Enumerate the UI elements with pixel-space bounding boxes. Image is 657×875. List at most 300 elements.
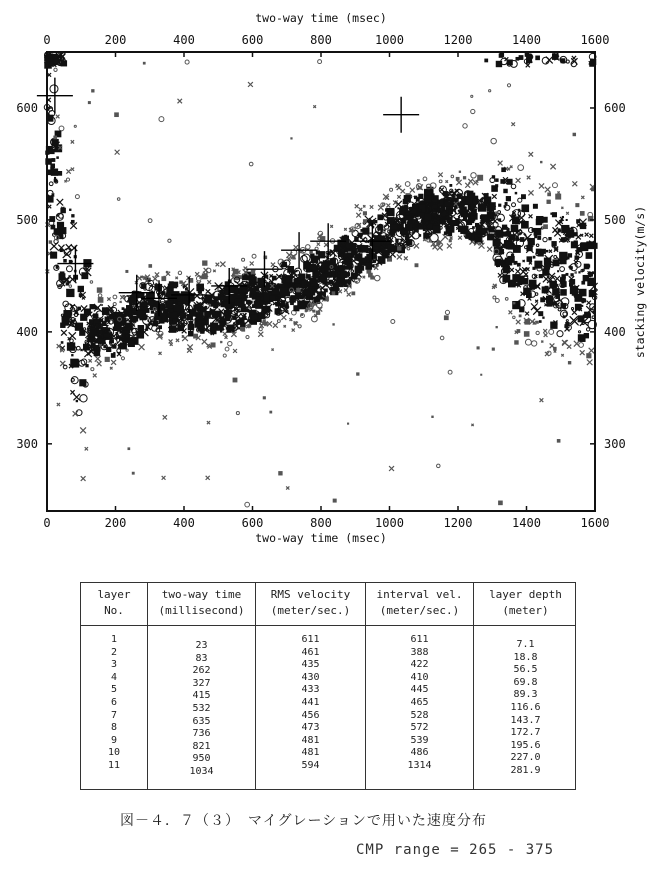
semblance-point	[168, 239, 171, 242]
semblance-point	[515, 269, 520, 274]
semblance-point	[228, 341, 232, 345]
semblance-point	[471, 173, 476, 178]
semblance-point	[127, 447, 130, 450]
semblance-point	[541, 227, 543, 229]
semblance-point	[330, 225, 333, 228]
table-cell: 116.6	[510, 701, 541, 713]
rms-column	[255, 583, 365, 789]
header-line: interval vel.	[376, 588, 463, 601]
header-line: layer	[97, 588, 131, 601]
semblance-point	[571, 308, 573, 310]
semblance-point	[333, 499, 337, 503]
semblance-point	[509, 310, 513, 314]
velocity-pick-marker	[383, 97, 419, 133]
semblance-point	[232, 274, 235, 277]
semblance-point	[299, 303, 305, 309]
y-tick-label-right: 300	[604, 436, 626, 451]
semblance-point	[324, 288, 328, 292]
semblance-point	[523, 288, 530, 295]
x-tick-label-top: 800	[310, 33, 332, 47]
semblance-point	[89, 359, 92, 362]
table-cell: 2	[110, 646, 118, 658]
semblance-point	[143, 62, 146, 65]
semblance-point	[545, 187, 551, 193]
semblance-point	[282, 283, 284, 285]
semblance-point	[185, 60, 189, 64]
semblance-point	[277, 301, 279, 303]
semblance-point	[563, 312, 567, 316]
table-cell: 532	[192, 702, 211, 714]
semblance-point	[72, 317, 75, 320]
semblance-point	[492, 348, 495, 351]
semblance-point	[114, 324, 121, 331]
x-tick-label-top: 400	[173, 33, 195, 47]
semblance-point	[575, 203, 579, 207]
semblance-point	[359, 266, 364, 271]
semblance-point	[189, 309, 196, 316]
semblance-point	[470, 208, 472, 210]
header-line: (millisecond)	[158, 604, 245, 617]
semblance-point	[487, 204, 494, 211]
semblance-point	[482, 228, 488, 234]
semblance-point	[501, 167, 506, 172]
x-tick-label-top: 0	[43, 33, 51, 47]
semblance-point	[50, 252, 57, 259]
semblance-point	[138, 310, 146, 318]
semblance-point	[344, 288, 347, 291]
semblance-point	[536, 331, 539, 334]
semblance-point	[503, 189, 507, 193]
semblance-point	[544, 333, 548, 337]
semblance-point	[518, 211, 525, 218]
semblance-point	[539, 320, 542, 323]
semblance-point	[505, 298, 508, 301]
semblance-point	[125, 270, 128, 273]
table-cell: 465	[410, 696, 429, 708]
velocity-pick-marker	[37, 78, 73, 114]
table-cell: 1314	[407, 759, 432, 771]
semblance-point	[220, 262, 225, 267]
semblance-point	[570, 273, 573, 276]
semblance-point	[77, 307, 81, 311]
semblance-point	[471, 424, 473, 426]
semblance-point	[156, 302, 158, 304]
semblance-point	[534, 235, 537, 238]
semblance-point	[480, 374, 482, 376]
semblance-point	[177, 99, 182, 104]
semblance-point	[273, 323, 278, 328]
semblance-point	[250, 262, 254, 266]
semblance-point	[498, 161, 503, 166]
semblance-point	[139, 344, 145, 350]
semblance-point	[586, 353, 591, 358]
semblance-point	[547, 193, 551, 197]
semblance-point	[287, 266, 294, 273]
table-cell: 445	[410, 684, 429, 696]
semblance-point	[241, 304, 246, 309]
semblance-point	[114, 112, 119, 117]
semblance-point	[60, 323, 65, 328]
table-cell: 23	[195, 640, 208, 651]
semblance-point	[414, 228, 418, 232]
table-cell: 7	[110, 709, 118, 721]
semblance-point	[472, 226, 475, 229]
semblance-point	[57, 214, 59, 216]
semblance-point	[436, 242, 440, 246]
semblance-point	[75, 195, 79, 199]
semblance-point	[71, 354, 73, 356]
semblance-point	[223, 332, 227, 336]
time-column	[147, 583, 255, 789]
semblance-point	[549, 329, 554, 334]
semblance-point	[223, 354, 226, 357]
semblance-point	[508, 238, 510, 240]
semblance-point	[498, 204, 501, 207]
semblance-point	[84, 349, 86, 351]
table-cell: 415	[192, 690, 211, 702]
semblance-point	[395, 239, 398, 242]
semblance-point	[469, 218, 473, 222]
semblance-point	[386, 204, 390, 208]
table-cell: 10	[107, 747, 121, 759]
semblance-point	[536, 218, 542, 224]
semblance-point	[169, 281, 174, 286]
semblance-point	[278, 471, 282, 475]
semblance-point	[290, 318, 293, 321]
semblance-point	[79, 293, 83, 297]
semblance-point	[362, 258, 366, 262]
semblance-point	[514, 262, 517, 265]
semblance-point	[63, 259, 67, 263]
semblance-point	[284, 325, 286, 327]
semblance-point	[254, 319, 256, 321]
semblance-point	[465, 220, 467, 222]
semblance-point	[249, 283, 253, 287]
semblance-point	[277, 320, 280, 323]
semblance-point	[503, 266, 510, 273]
semblance-point	[495, 211, 498, 214]
semblance-point	[69, 285, 71, 287]
semblance-point	[73, 411, 78, 416]
semblance-point	[204, 317, 208, 321]
semblance-point	[561, 207, 563, 209]
semblance-point	[240, 322, 245, 327]
x-tick-label-bottom: 800	[310, 516, 332, 530]
semblance-point	[424, 196, 431, 203]
semblance-point	[516, 320, 521, 325]
semblance-point	[211, 342, 216, 347]
semblance-point	[193, 334, 198, 339]
table-cell: 821	[192, 740, 211, 752]
semblance-point	[347, 292, 351, 296]
semblance-point	[519, 307, 524, 312]
semblance-point	[582, 298, 586, 302]
semblance-point	[344, 228, 347, 231]
semblance-point	[173, 318, 178, 323]
semblance-point	[362, 227, 369, 234]
semblance-point	[286, 486, 289, 489]
semblance-point	[91, 89, 94, 92]
semblance-point	[562, 216, 564, 218]
figure-caption: 図－４．７（３） マイグレーションで用いた速度分布	[120, 813, 487, 829]
semblance-point	[552, 227, 557, 232]
semblance-point	[528, 190, 533, 195]
semblance-point	[169, 339, 173, 343]
semblance-point	[502, 275, 510, 283]
semblance-point	[510, 166, 512, 168]
semblance-point	[293, 322, 295, 324]
semblance-point	[91, 325, 94, 328]
semblance-point	[463, 124, 467, 128]
semblance-point	[438, 172, 442, 176]
table-cell: 172.7	[510, 727, 541, 739]
header-divider	[81, 625, 575, 626]
table-cell: 528	[410, 709, 429, 721]
semblance-point	[573, 133, 576, 136]
semblance-point	[71, 140, 74, 143]
header-line: (meter/sec.)	[379, 604, 460, 617]
semblance-point	[545, 272, 547, 274]
semblance-point	[518, 165, 524, 171]
semblance-point	[423, 228, 426, 231]
semblance-point	[404, 256, 408, 260]
semblance-point	[460, 193, 462, 195]
semblance-point	[251, 270, 255, 274]
table-cell: 69.8	[513, 676, 538, 688]
semblance-point	[120, 301, 122, 303]
semblance-point	[449, 184, 452, 187]
semblance-point	[233, 378, 238, 383]
semblance-point	[580, 243, 588, 251]
table-cell: 83	[195, 652, 208, 664]
header-line: layer depth	[489, 588, 562, 601]
semblance-point	[539, 274, 543, 278]
semblance-point	[200, 329, 204, 333]
semblance-point	[513, 302, 515, 304]
semblance-point	[465, 183, 470, 188]
semblance-point	[563, 316, 565, 318]
semblance-point	[496, 326, 498, 328]
semblance-point	[80, 314, 87, 321]
semblance-point	[80, 395, 87, 402]
semblance-point	[538, 311, 543, 316]
semblance-point	[566, 273, 569, 276]
semblance-point	[570, 286, 578, 294]
semblance-point	[546, 200, 550, 204]
semblance-point	[355, 281, 357, 283]
semblance-point	[566, 320, 568, 322]
semblance-point	[323, 298, 325, 300]
semblance-point	[418, 194, 423, 199]
semblance-point	[437, 245, 443, 251]
semblance-point	[566, 212, 569, 215]
semblance-point	[580, 350, 585, 355]
table-cell: 281.9	[510, 764, 541, 776]
table-cell: 950	[192, 753, 211, 765]
semblance-point	[459, 171, 461, 173]
semblance-point	[478, 203, 486, 211]
table-cell: 430	[301, 671, 320, 683]
layer-column	[81, 583, 147, 789]
semblance-point	[309, 251, 312, 254]
table-cell: 18.8	[513, 651, 538, 663]
semblance-point	[463, 176, 466, 179]
semblance-point	[318, 60, 322, 64]
semblance-point	[317, 242, 320, 245]
semblance-point	[513, 245, 521, 253]
table-header	[474, 587, 577, 619]
semblance-point	[397, 246, 401, 250]
semblance-point	[506, 196, 511, 201]
semblance-point	[207, 421, 210, 424]
semblance-point	[405, 182, 410, 187]
semblance-point	[106, 347, 111, 352]
semblance-point	[498, 273, 502, 277]
semblance-point	[498, 501, 503, 506]
semblance-point	[502, 225, 507, 230]
semblance-point	[128, 340, 135, 347]
semblance-point	[219, 317, 224, 322]
x-tick-label-top: 600	[241, 33, 264, 47]
semblance-point	[458, 236, 462, 240]
semblance-point	[525, 339, 531, 345]
semblance-point	[258, 332, 263, 337]
semblance-point	[246, 300, 251, 305]
semblance-point	[517, 263, 521, 267]
semblance-point	[426, 221, 429, 224]
semblance-point	[499, 249, 504, 254]
y-tick-label-left: 300	[16, 436, 38, 451]
semblance-point	[290, 137, 292, 139]
semblance-point	[370, 232, 372, 234]
semblance-point	[210, 328, 216, 334]
semblance-point	[112, 344, 116, 348]
semblance-point	[124, 339, 128, 343]
semblance-point	[202, 260, 207, 265]
x-tick-label-bottom: 1400	[512, 516, 541, 530]
table-cell: 572	[410, 722, 429, 734]
semblance-point	[529, 261, 532, 264]
semblance-point	[487, 247, 492, 252]
semblance-point	[120, 295, 124, 299]
semblance-point	[216, 263, 220, 267]
semblance-point	[101, 304, 103, 306]
semblance-point	[524, 331, 530, 337]
semblance-point	[539, 183, 544, 188]
semblance-point	[466, 197, 473, 204]
semblance-point	[581, 281, 585, 285]
header-line: No.	[104, 604, 124, 617]
semblance-point	[163, 276, 165, 278]
semblance-point	[557, 439, 561, 443]
semblance-point	[515, 192, 517, 194]
semblance-point	[531, 303, 538, 310]
semblance-point	[249, 293, 254, 298]
semblance-point	[103, 345, 106, 348]
semblance-point	[50, 85, 58, 93]
semblance-point	[568, 253, 572, 257]
semblance-point	[484, 59, 488, 63]
semblance-point	[405, 223, 412, 230]
semblance-point	[48, 161, 50, 163]
velocity-table	[80, 582, 576, 790]
semblance-point	[560, 257, 567, 264]
header-line: two-way time	[161, 588, 242, 601]
semblance-point	[578, 331, 580, 333]
semblance-point	[541, 249, 546, 254]
x-tick-label-bottom: 1000	[375, 516, 404, 530]
semblance-point	[417, 179, 419, 181]
semblance-point	[516, 57, 520, 61]
table-cell: 7.1	[516, 639, 535, 650]
semblance-point	[320, 261, 322, 263]
table-cell: 388	[410, 646, 429, 658]
semblance-point	[121, 357, 124, 360]
interval-column	[365, 583, 473, 789]
semblance-point	[533, 256, 536, 259]
semblance-point	[561, 354, 563, 356]
semblance-point	[214, 303, 216, 305]
y-tick-label-right: 600	[604, 100, 626, 115]
semblance-point	[180, 312, 187, 319]
semblance-point	[48, 205, 52, 209]
semblance-point	[56, 115, 60, 119]
semblance-point	[275, 308, 281, 314]
semblance-point	[554, 350, 557, 353]
semblance-point	[578, 271, 580, 273]
semblance-point	[383, 229, 385, 231]
table-cell: 594	[301, 759, 320, 771]
semblance-point	[247, 324, 251, 328]
table-cell: 262	[192, 665, 211, 677]
semblance-point	[47, 169, 53, 175]
semblance-point	[560, 58, 565, 63]
semblance-point	[332, 291, 336, 295]
semblance-point	[294, 245, 298, 249]
semblance-point	[225, 291, 229, 295]
semblance-point	[404, 195, 411, 202]
semblance-point	[187, 348, 192, 353]
semblance-point	[516, 178, 521, 183]
semblance-point	[589, 234, 593, 238]
semblance-point	[103, 333, 108, 338]
semblance-point	[333, 285, 339, 291]
semblance-point	[355, 204, 359, 208]
x-tick-label-bottom: 400	[173, 516, 195, 530]
semblance-point	[66, 169, 70, 173]
semblance-point	[535, 300, 538, 303]
semblance-point	[128, 307, 131, 310]
table-cell: 143.7	[510, 714, 541, 726]
semblance-point	[351, 270, 354, 273]
semblance-point	[540, 161, 542, 163]
semblance-point	[163, 415, 167, 419]
semblance-point	[85, 447, 88, 450]
semblance-point	[81, 476, 86, 481]
semblance-point	[526, 245, 532, 251]
semblance-point	[397, 254, 402, 259]
table-cell: 410	[410, 671, 429, 683]
table-cell: 5	[110, 684, 118, 696]
semblance-point	[587, 301, 591, 305]
semblance-point	[448, 370, 452, 374]
semblance-point	[57, 222, 64, 229]
semblance-point	[220, 341, 222, 343]
depth-column	[473, 583, 577, 789]
x-tick-label-bottom: 600	[241, 516, 264, 530]
semblance-point	[144, 300, 147, 303]
semblance-point	[526, 63, 530, 67]
